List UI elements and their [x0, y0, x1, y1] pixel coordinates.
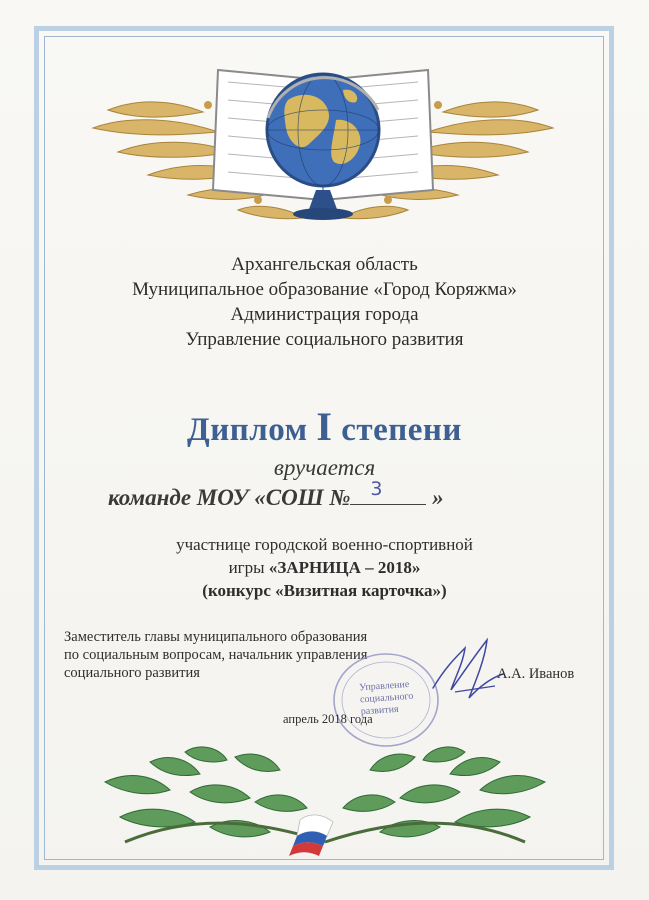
title-prefix: Диплом	[187, 412, 308, 448]
participant-block	[0, 533, 649, 602]
department-line: Управление социального развития	[185, 329, 464, 350]
contest-line: (конкурс «Визитная карточка»)	[202, 581, 447, 600]
stamp-line: социального	[359, 690, 414, 706]
signatory-title-line1: Заместитель главы муниципального образования	[64, 629, 368, 645]
diploma-title	[0, 403, 649, 450]
team-number: 3	[370, 478, 383, 500]
team-prefix: команде МОУ «СОШ №	[108, 485, 351, 510]
game-line	[0, 556, 649, 579]
region-line: Архангельская область	[231, 254, 418, 275]
laurel-branches-flag-icon	[95, 742, 555, 860]
stamp-line: Управление	[358, 678, 410, 694]
team-suffix: »	[432, 485, 444, 510]
stamp-line: развития	[360, 703, 399, 718]
issue-date: апрель 2018 года	[283, 712, 373, 726]
globe-book-laurel-icon	[88, 40, 558, 240]
team-line	[108, 478, 548, 511]
municipality-line: Муниципальное образование «Город Коряжма»	[132, 279, 517, 300]
participant-line: участнице городской военно-спортивной	[176, 535, 473, 554]
signer-name: А.А. Иванов	[497, 666, 575, 682]
signatory-title-line3: социального развития	[64, 665, 200, 681]
issuer-header	[0, 252, 649, 352]
title-suffix: степени	[341, 412, 462, 448]
signatory-title-line2: по социальным вопросам, начальник управления	[64, 647, 368, 663]
game-name: «ЗАРНИЦА – 2018»	[268, 558, 421, 577]
awarded-text: вручается	[273, 455, 376, 480]
team-number-blank	[350, 478, 426, 505]
administration-line: Администрация города	[230, 304, 419, 325]
degree-numeral: I	[316, 404, 333, 449]
game-prefix: игры	[228, 558, 265, 577]
